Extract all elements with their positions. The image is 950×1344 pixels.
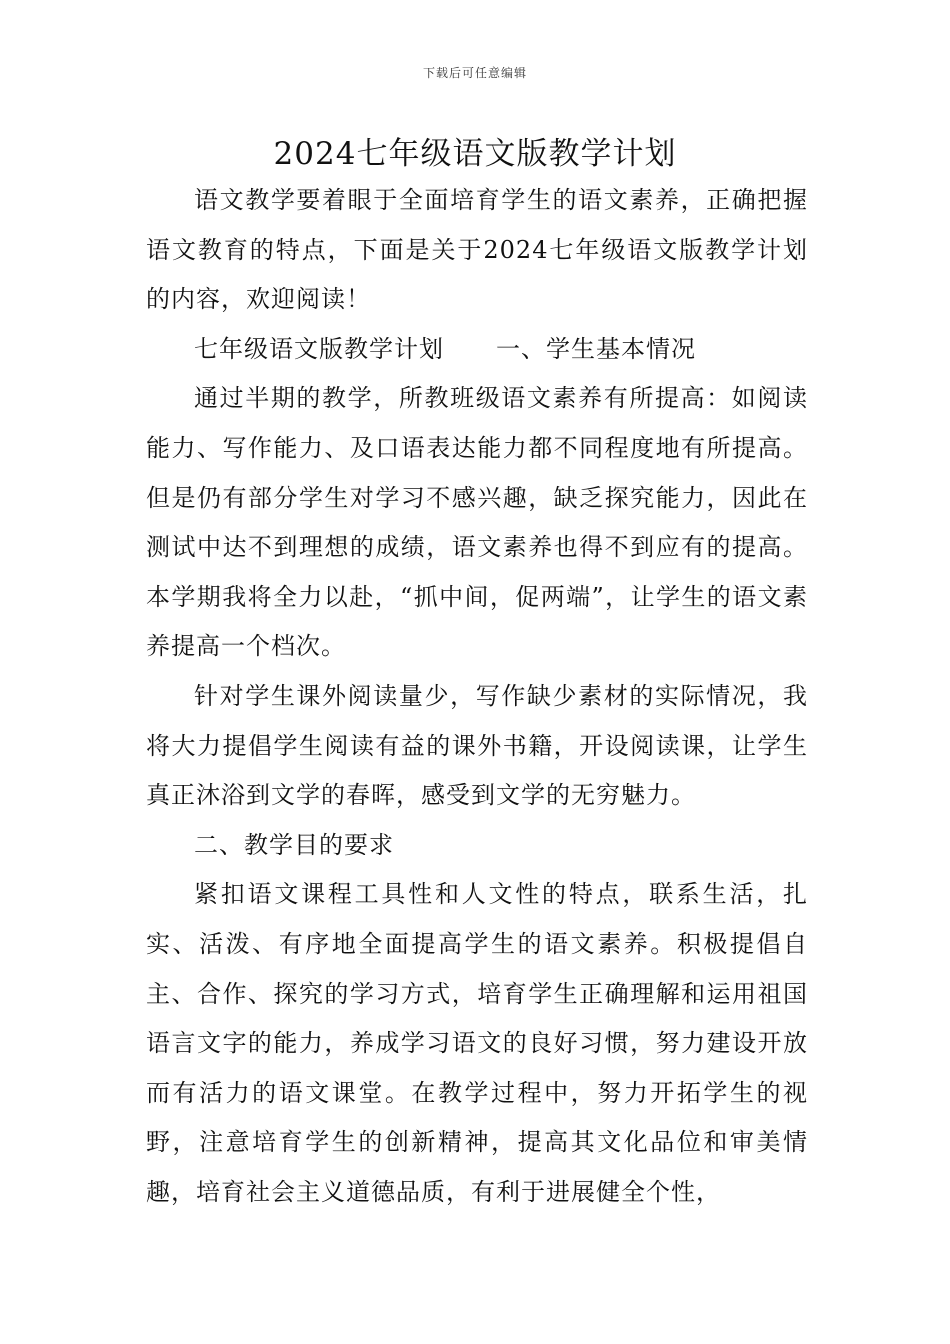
section1-title: 一、学生基本情况	[496, 334, 696, 363]
document-body	[146, 176, 808, 1217]
section1-heading	[146, 325, 808, 375]
header-note: 下载后可任意编辑	[422, 66, 527, 80]
paragraph-student-situation: 通过半期的教学，所教班级语文素养有所提高：如阅读能力、写作能力、及口语表达能力都不同程度地有所提高。但是仍有部分学生对学习不感兴趣，缺乏探究能力，因此在测试中达不到理想的成绩，语文素养也得不到应有的提高。本学期我将全力以赴，“抓中间，促两端”，让学生的语文素养提高一个档次。	[146, 384, 808, 661]
section2-heading: 二、教学目的要求	[194, 830, 394, 859]
paragraph-teaching-goals: 紧扣语文课程工具性和人文性的特点，联系生活，扎实、活泼、有序地全面提高学生的语文素养。积极提倡自主、合作、探究的学习方式，培育学生正确理解和运用祖国语言文字的能力，养成学习语文的良好习惯，努力建设开放而有活力的语文课堂。在教学过程中，努力开拓学生的视野，注意培育学生的创新精神，提高其文化品位和审美情趣，培育社会主义道德品质，有利于进展健全个性，	[146, 880, 808, 1206]
paragraph-reading-plan: 针对学生课外阅读量少，写作缺少素材的实际情况，我将大力提倡学生阅读有益的课外书籍，开设阅读课，让学生真正沐浴到文学的春晖，感受到文学的无穷魅力。	[146, 681, 808, 810]
plan-title-label: 七年级语文版教学计划	[194, 334, 444, 363]
document-title: 2024七年级语文版教学计划	[273, 136, 677, 172]
intro-paragraph: 语文教学要着眼于全面培育学生的语文素养，正确把握语文教育的特点，下面是关于2024七年级语文版教学计划 的内容，欢迎阅读！	[146, 186, 808, 314]
